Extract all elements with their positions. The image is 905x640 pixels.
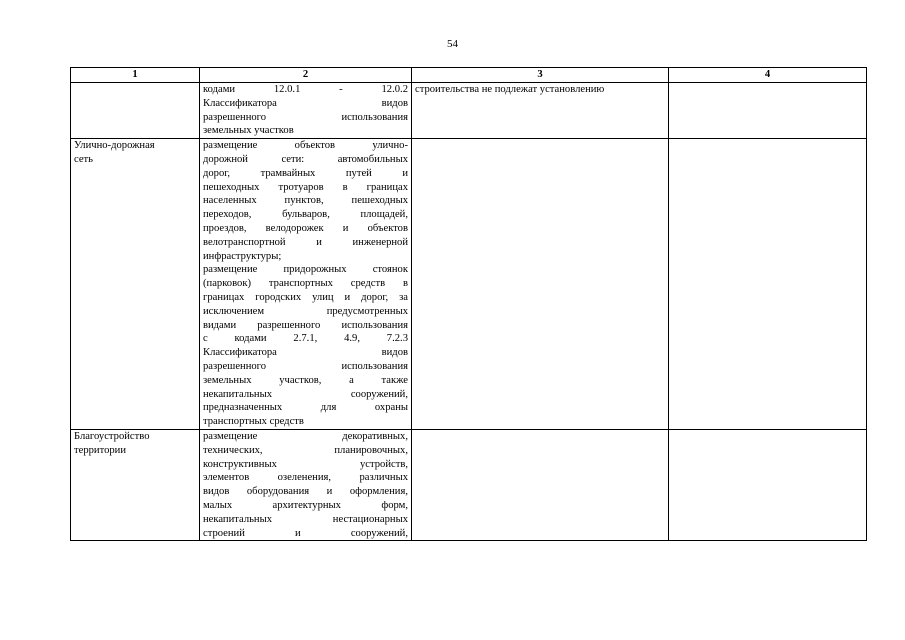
description-line: размещение декоративных, [203, 430, 408, 442]
parameters-cell [412, 139, 669, 430]
land-use-table [70, 67, 867, 541]
description-line: конструктивных устройств, [203, 458, 408, 470]
description-line: границах городских улиц и дорог, за [203, 291, 408, 303]
description-line: разрешенного использования [203, 360, 408, 372]
description-line: с кодами 2.7.1, 4.9, 7.2.3 [203, 333, 408, 345]
description-line: населенных пунктов, пешеходных [203, 195, 408, 207]
notes-cell [669, 139, 867, 430]
page-number: 54 [447, 38, 458, 50]
description-line: кодами 12.0.1 - 12.0.2 [203, 84, 408, 95]
table-row [71, 429, 867, 540]
land-use-name-line: Благоустройство [74, 430, 150, 442]
notes-cell [669, 83, 867, 139]
description-line: некапитальных нестационарных [203, 513, 408, 525]
description-line: дорог, трамвайных путей и [203, 167, 408, 179]
notes-cell [669, 429, 867, 540]
description-line: видов оборудования и оформления, [203, 486, 408, 498]
table-row [71, 139, 867, 430]
header-col-3: 3 [412, 68, 669, 83]
description-line: разрешенного использования [203, 111, 408, 123]
description-line: Классификатора видов [203, 97, 408, 109]
description-line: малых архитектурных форм, [203, 499, 408, 511]
description-line: размещение объектов улично- [203, 140, 408, 152]
description-cell [200, 139, 412, 430]
description-line: предназначенных для охраны [203, 402, 408, 414]
description-line: элементов озеленения, различных [203, 472, 408, 484]
description-line: переходов, бульваров, площадей, [203, 209, 408, 221]
header-col-1: 1 [71, 68, 200, 83]
description-line: дорожной сети: автомобильных [203, 153, 408, 165]
description-line: транспортных средств [203, 416, 304, 428]
description-line: пешеходных тротуаров в границах [203, 181, 408, 193]
description-line: Классификатора видов [203, 347, 408, 359]
description-cell [200, 429, 412, 540]
land-use-name-line: территории [74, 444, 127, 456]
header-col-2: 2 [200, 68, 412, 83]
description-cell [200, 83, 412, 139]
land-use-name-line: сеть [74, 153, 93, 165]
parameters-text [415, 430, 665, 444]
description-line: некапитальных сооружений, [203, 388, 408, 400]
description-line: земельных участков, а также [203, 374, 408, 386]
description-line: технических, планировочных, [203, 444, 408, 456]
header-col-4: 4 [669, 68, 867, 83]
table-row [71, 83, 867, 139]
parameters-text [415, 139, 665, 153]
parameters-cell [412, 83, 669, 139]
land-use-name-cell [71, 83, 200, 139]
land-use-name-line: Улично-дорожная [74, 140, 155, 152]
parameters-text: строительства не подлежат установлению [415, 84, 605, 95]
description-line: исключением предусмотренных [203, 305, 408, 317]
land-use-name-cell [71, 429, 200, 540]
description-line: земельных участков [203, 125, 294, 137]
description-line: (парковок) транспортных средств в [203, 278, 408, 290]
land-use-name-cell [71, 139, 200, 430]
description-line: размещение придорожных стоянок [203, 264, 408, 276]
description-line: строений и сооружений, [203, 527, 408, 539]
description-line: видами разрешенного использования [203, 319, 408, 331]
table-header-row [71, 68, 867, 83]
description-line: инфраструктуры; [203, 250, 282, 262]
description-line: велотранспортной и инженерной [203, 236, 408, 248]
parameters-cell [412, 429, 669, 540]
description-line: проездов, велодорожек и объектов [203, 222, 408, 234]
